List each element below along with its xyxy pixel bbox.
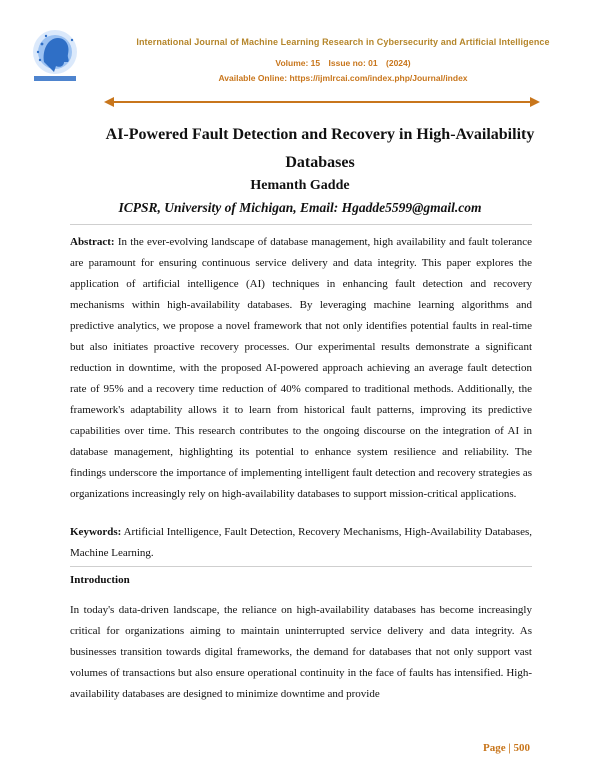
section-heading-introduction: Introduction <box>70 574 130 586</box>
keywords <box>70 522 532 564</box>
issue-year: (2024) <box>386 58 411 68</box>
volume: Volume: 15 <box>275 58 321 68</box>
abstract-text: In the ever-evolving landscape of database management, high availability and fault tolerance are paramount for ensuring continuous service delivery and data integrity. This paper explores the application of artificial intelligence (AI) techniques in enhancing fault detection and recovery mechanisms within high-availability databases. By leveraging machine learning algorithms and predictive analytics, we propose a novel framework that not only identifies potential faults in real-time but also initiates proactive recovery processes. Our experimental results demonstrate a significant reduction in downtime, with the proposed AI-powered approach achieving an average fault detection rate of 95% and a recovery time reduction of 40% compared to traditional methods. Additionally, the framework's adaptability allows it to learn from historical fault patterns, improving its predictive capabilities over time. This research contributes to the ongoing discourse on the integration of AI in database management, highlighting its potential to enhance system resilience and reliability. The findings underscore the importance of implementing intelligent fault detection and recovery strategies as organizations increasingly rely on high-availability databases to support mission-critical applications. <box>70 236 532 500</box>
header-arrow-divider <box>104 96 540 108</box>
abstract <box>70 232 532 505</box>
author-affiliation: ICPSR, University of Michigan, Email: Hgadde5599@gmail.com <box>118 200 482 215</box>
journal-name: International Journal of Machine Learning Research in Cybersecurity and Artificial Intelligence <box>136 37 550 47</box>
issue-number: Issue no: 01 <box>328 58 378 68</box>
issue-info <box>94 58 592 68</box>
abstract-label: Abstract: <box>70 236 115 248</box>
introduction-text: In today's data-driven landscape, the reliance on high-availability databases has become increasingly critical for organizations aiming to maintain uninterrupted service delivery and data integrity. As businesses transition towards digital frameworks, the demand for databases that not only support vast volumes of transactions but also ensure operational continuity in the face of faults has intensified. High-availability databases are designed to minimize downtime and provide <box>70 604 532 700</box>
divider <box>70 566 532 567</box>
journal-logo <box>24 26 86 88</box>
available-online-link[interactable]: Available Online: https://ijmlrcai.com/index.php/Journal/index <box>218 73 468 83</box>
keywords-text: Artificial Intelligence, Fault Detection, Recovery Mechanisms, High-Availability Databases, Machine Learning. <box>70 526 532 559</box>
divider <box>70 224 532 225</box>
author-name: Hemanth Gadde <box>250 178 350 193</box>
page-number: Page | 500 <box>482 742 530 754</box>
keywords-label: Keywords: <box>70 526 122 538</box>
paper-title: AI-Powered Fault Detection and Recovery in High-Availability Databases <box>105 126 535 171</box>
